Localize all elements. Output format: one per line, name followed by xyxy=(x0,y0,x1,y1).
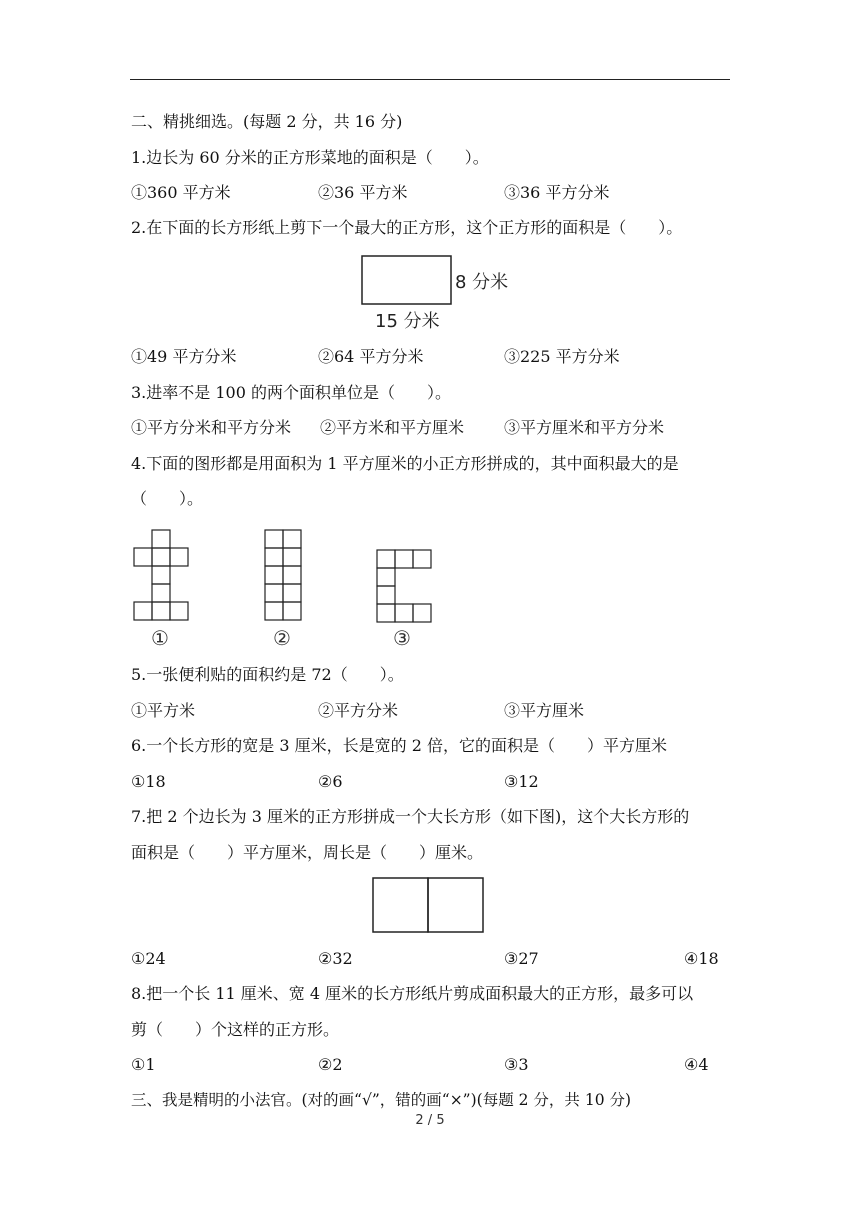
question-3-stem: 3.进率不是 100 的两个面积单位是（ ）。 xyxy=(131,383,451,402)
q7-square-right xyxy=(428,878,483,932)
q2-rectangle-figure xyxy=(355,252,515,334)
q4-label-3: ③ xyxy=(393,626,411,650)
q2-option-3: ③225 平方分米 xyxy=(504,347,620,366)
q2-width-label: 15 分米 xyxy=(375,311,440,332)
q7-option-2: ②32 xyxy=(318,949,353,968)
q1-option-2: ②36 平方米 xyxy=(318,183,408,202)
q7-option-1: ①24 xyxy=(131,949,166,968)
q4-shapes-figure xyxy=(125,522,445,652)
question-6-stem: 6.一个长方形的宽是 3 厘米，长是宽的 2 倍，它的面积是（ ）平方厘米 xyxy=(131,736,667,755)
q6-option-3: ③12 xyxy=(504,772,539,791)
q4-shape-3 xyxy=(377,550,431,622)
question-1-stem: 1.边长为 60 分米的正方形菜地的面积是（ ）。 xyxy=(131,148,489,167)
question-7-stem-line1: 7.把 2 个边长为 3 厘米的正方形拼成一个大长方形（如下图)，这个大长方形的 xyxy=(131,807,690,826)
q4-label-1: ① xyxy=(151,626,169,650)
q8-option-4: ④4 xyxy=(684,1055,709,1074)
question-2-stem: 2.在下面的长方形纸上剪下一个最大的正方形，这个正方形的面积是（ ）。 xyxy=(131,218,683,237)
q7-two-squares-figure xyxy=(370,875,490,935)
q4-shape-2 xyxy=(265,530,301,620)
question-7-stem-line2: 面积是（ ）平方厘米，周长是（ ）厘米。 xyxy=(131,843,484,862)
question-5-stem: 5.一张便利贴的面积约是 72（ ）。 xyxy=(131,665,404,684)
q1-option-1: ①360 平方米 xyxy=(131,183,231,202)
q7-option-4: ④18 xyxy=(684,949,719,968)
q4-label-2: ② xyxy=(273,626,291,650)
q3-option-1: ①平方分米和平方分米 xyxy=(131,418,292,437)
q5-option-3: ③平方厘米 xyxy=(504,701,585,720)
q3-option-3: ③平方厘米和平方分米 xyxy=(504,418,665,437)
header-rule xyxy=(130,79,730,80)
q5-option-1: ①平方米 xyxy=(131,701,196,720)
section-3-title: 三、我是精明的小法官。(对的画“√”，错的画“×”)(每题 2 分，共 10 分) xyxy=(131,1091,632,1109)
q3-option-2: ②平方米和平方厘米 xyxy=(320,418,465,437)
q8-option-1: ①1 xyxy=(131,1055,156,1074)
q8-option-3: ③3 xyxy=(504,1055,529,1074)
q7-option-3: ③27 xyxy=(504,949,539,968)
q2-height-label: 8 分米 xyxy=(455,272,509,293)
question-4-stem-line2: （ ）。 xyxy=(131,489,204,508)
question-4-stem-line1: 4.下面的图形都是用面积为 1 平方厘米的小正方形拼成的，其中面积最大的是 xyxy=(131,454,679,473)
page-number: 2 / 5 xyxy=(415,1113,445,1128)
q6-option-2: ②6 xyxy=(318,772,343,791)
question-8-stem-line2: 剪（ ）个这样的正方形。 xyxy=(131,1020,340,1039)
section-2-title: 二、精挑细选。(每题 2 分，共 16 分) xyxy=(131,112,403,131)
q7-square-left xyxy=(373,878,428,932)
q8-option-2: ②2 xyxy=(318,1055,343,1074)
q2-option-1: ①49 平方分米 xyxy=(131,347,237,366)
question-8-stem-line1: 8.把一个长 11 厘米、宽 4 厘米的长方形纸片剪成面积最大的正方形，最多可以 xyxy=(131,984,694,1003)
q6-option-1: ①18 xyxy=(131,772,166,791)
q4-shape-1 xyxy=(134,530,188,620)
q5-option-2: ②平方分米 xyxy=(318,701,399,720)
q1-option-3: ③36 平方分米 xyxy=(504,183,610,202)
q2-option-2: ②64 平方分米 xyxy=(318,347,424,366)
q2-rectangle xyxy=(362,256,451,304)
